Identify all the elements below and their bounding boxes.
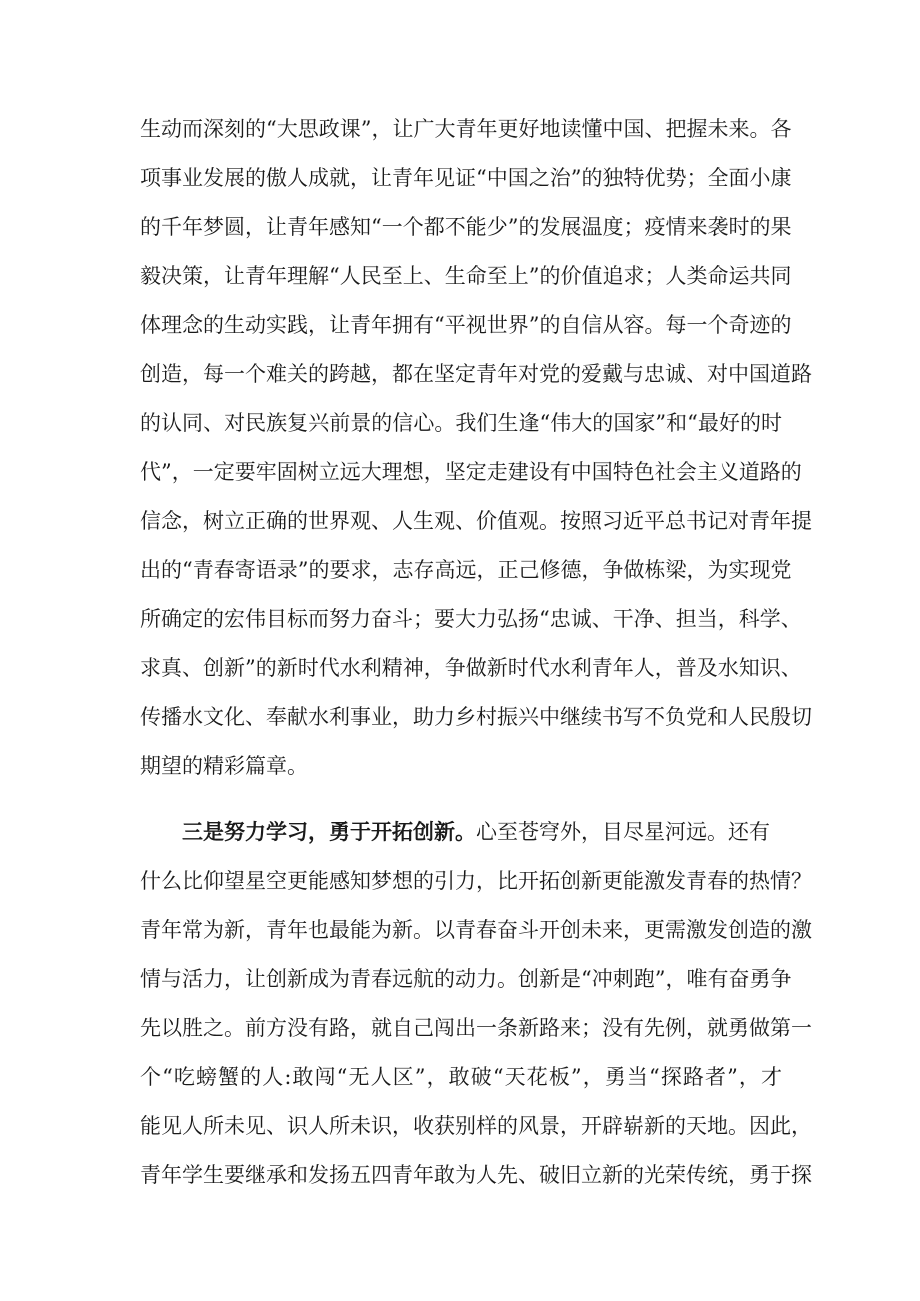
paragraph-text: 心至苍穹外，目尽星河远。还有	[476, 820, 770, 844]
text-line: 体理念的生动实践，让青年拥有“平视世界”的自信从容。每一个奇迹的	[140, 313, 792, 337]
text-line	[182, 818, 770, 846]
text-line: 的认同、对民族复兴前景的信心。我们生逢“伟大的国家”和“最好的时	[140, 411, 782, 435]
text-line: 情与活力，让创新成为青春远航的动力。创新是“冲刺跑”，唯有奋勇争	[140, 967, 792, 991]
text-line: 项事业发展的傲人成就，让青年见证“中国之治”的独特优势；全面小康	[140, 166, 792, 190]
text-line: 求真、创新”的新时代水利精神，争做新时代水利青年人，普及水知识、	[140, 656, 802, 680]
text-line: 出的“青春寄语录”的要求，志存高远，正己修德，争做栋梁，为实现党	[140, 558, 792, 582]
text-line: 能见人所未见、识人所未识，收获别样的风景，开辟崭新的天地。因此，	[140, 1114, 812, 1138]
text-line: 期望的精彩篇章。	[140, 754, 308, 778]
text-line: 创造，每一个难关的跨越，都在坚定青年对党的爱戴与忠诚、对中国道路	[140, 362, 812, 386]
paragraph-heading: 三是努力学习，勇于开拓创新。	[182, 819, 476, 844]
text-line: 的千年梦圆，让青年感知“一个都不能少”的发展温度；疫情来袭时的果	[140, 215, 792, 239]
text-line: 代”，一定要牢固树立远大理想，坚定走建设有中国特色社会主义道路的	[140, 460, 802, 484]
text-line: 青年常为新，青年也最能为新。以青春奋斗开创未来，更需激发创造的激	[140, 918, 812, 942]
text-line: 信念，树立正确的世界观、人生观、价值观。按照习近平总书记对青年提	[140, 509, 812, 533]
text-line: 个“吃螃蟹的人:敢闯“无人区”，敢破“天花板”，勇当“探路者”，才	[140, 1065, 782, 1089]
text-line: 什么比仰望星空更能感知梦想的引力，比开拓创新更能激发青春的热情？	[140, 869, 812, 893]
text-line: 生动而深刻的“大思政课”，让广大青年更好地读懂中国、把握未来。各	[140, 117, 792, 141]
text-line: 传播水文化、奉献水利事业，助力乡村振兴中继续书写不负党和人民殷切	[140, 705, 812, 729]
text-line: 毅决策，让青年理解“人民至上、生命至上”的价值追求；人类命运共同	[140, 264, 792, 288]
text-line: 先以胜之。前方没有路，就自己闯出一条新路来；没有先例，就勇做第一	[140, 1016, 812, 1040]
text-line: 青年学生要继承和发扬五四青年敢为人先、破旧立新的光荣传统，勇于探	[140, 1163, 812, 1187]
text-line: 所确定的宏伟目标而努力奋斗；要大力弘扬“忠诚、干净、担当，科学、	[140, 607, 802, 631]
